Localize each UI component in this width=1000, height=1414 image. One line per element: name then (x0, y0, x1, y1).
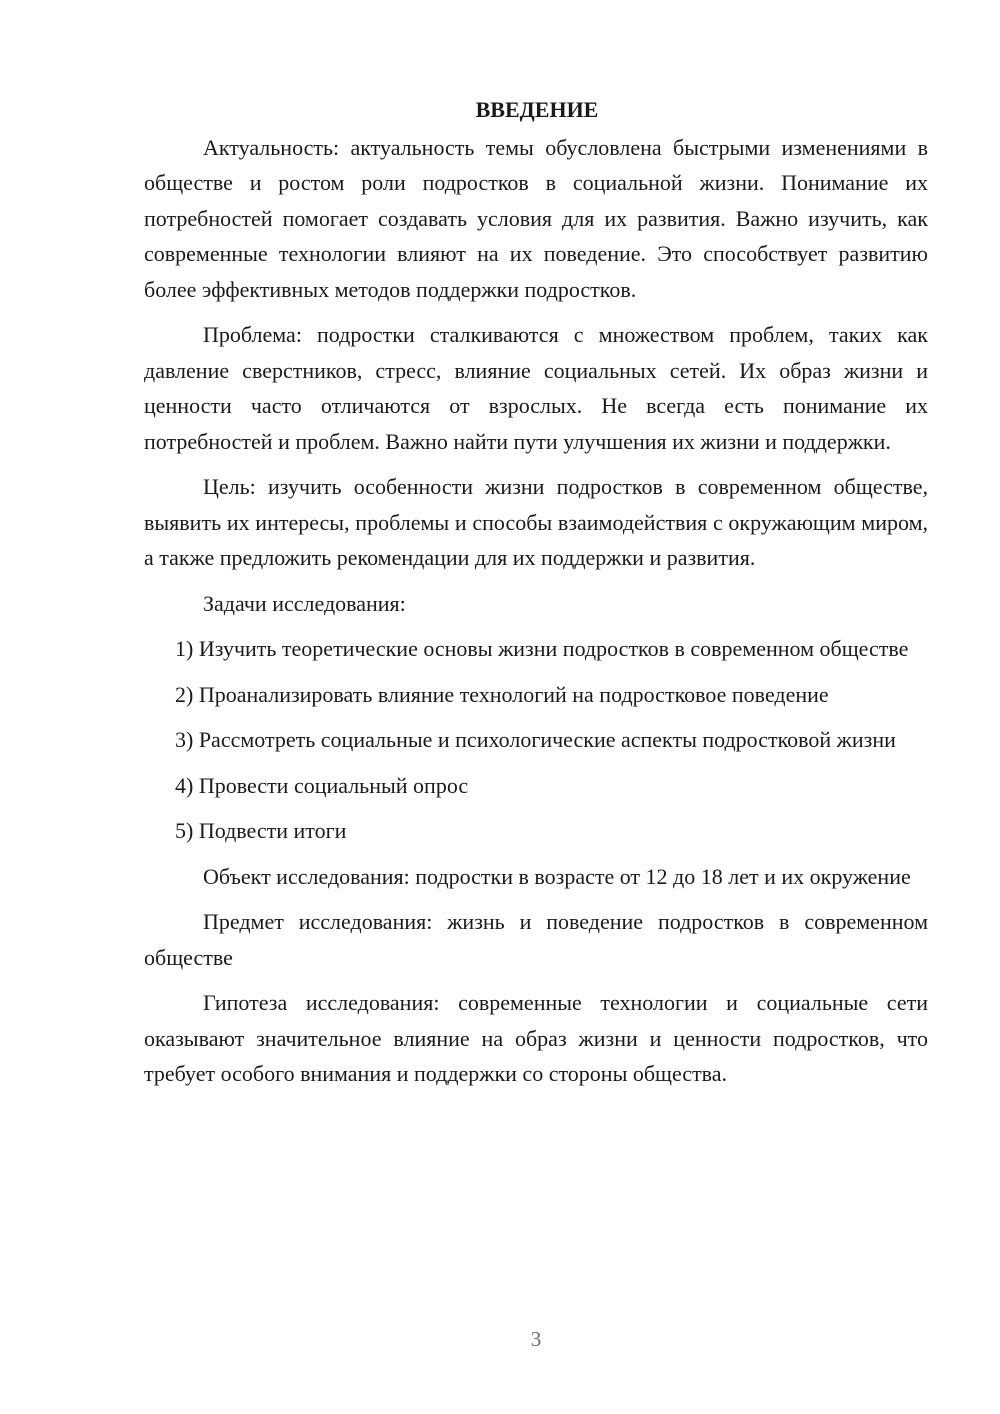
page-title: ВВЕДЕНИЕ (475, 97, 599, 122)
task-item: 2) Проанализировать влияние технологий на подростковое поведение (175, 681, 829, 707)
paragraph-problem: Проблема: подростки сталкиваются с множеством проблем, таких как давление сверстников, стресс, влияние социальных сетей. Их образ жизни и ценности часто отличаются от взрослых. Не всегда есть понимание их потребностей и проблем. Важно найти пути улучшения их жизни и поддержки. (144, 322, 928, 454)
task-item: 5) Подвести итоги (175, 818, 347, 843)
paragraph-subject: Предмет исследования: жизнь и поведение подростков в современном обществе (144, 909, 928, 970)
paragraph-hypothesis: Гипотеза исследования: современные технологии и социальные сети оказывают значительное влияние на образ жизни и ценности подростков, что требует особого внимания и поддержки со стороны общества. (144, 990, 928, 1086)
paragraph-relevance: Актуальность: актуальность темы обусловлена быстрыми изменениями в обществе и ростом роли подростков в социальной жизни. Понимание их потребностей помогает создавать условия для их развития. Важно изучить, как современные технологии влияют на их поведение. Это способствует развитию более эффективных методов поддержки подростков. (144, 134, 928, 302)
document-page (144, 92, 928, 1092)
paragraph-goal: Цель: изучить особенности жизни подростков в современном обществе, выявить их интересы, проблемы и способы взаимодействия с окружающим миром, а также предложить рекомендации для их поддержки и развития. (144, 474, 928, 570)
task-item: 1) Изучить теоретические основы жизни подростков в современном обществе (175, 636, 909, 661)
page-number: 3 (530, 1327, 542, 1351)
tasks-heading: Задачи исследования: (203, 590, 406, 616)
task-item: 3) Рассмотреть социальные и психологические аспекты подростковой жизни (175, 727, 896, 752)
paragraph-object: Объект исследования: подростки в возрасте от 12 до 18 лет и их окружение (203, 863, 911, 889)
task-item: 4) Провести социальный опрос (175, 772, 469, 798)
